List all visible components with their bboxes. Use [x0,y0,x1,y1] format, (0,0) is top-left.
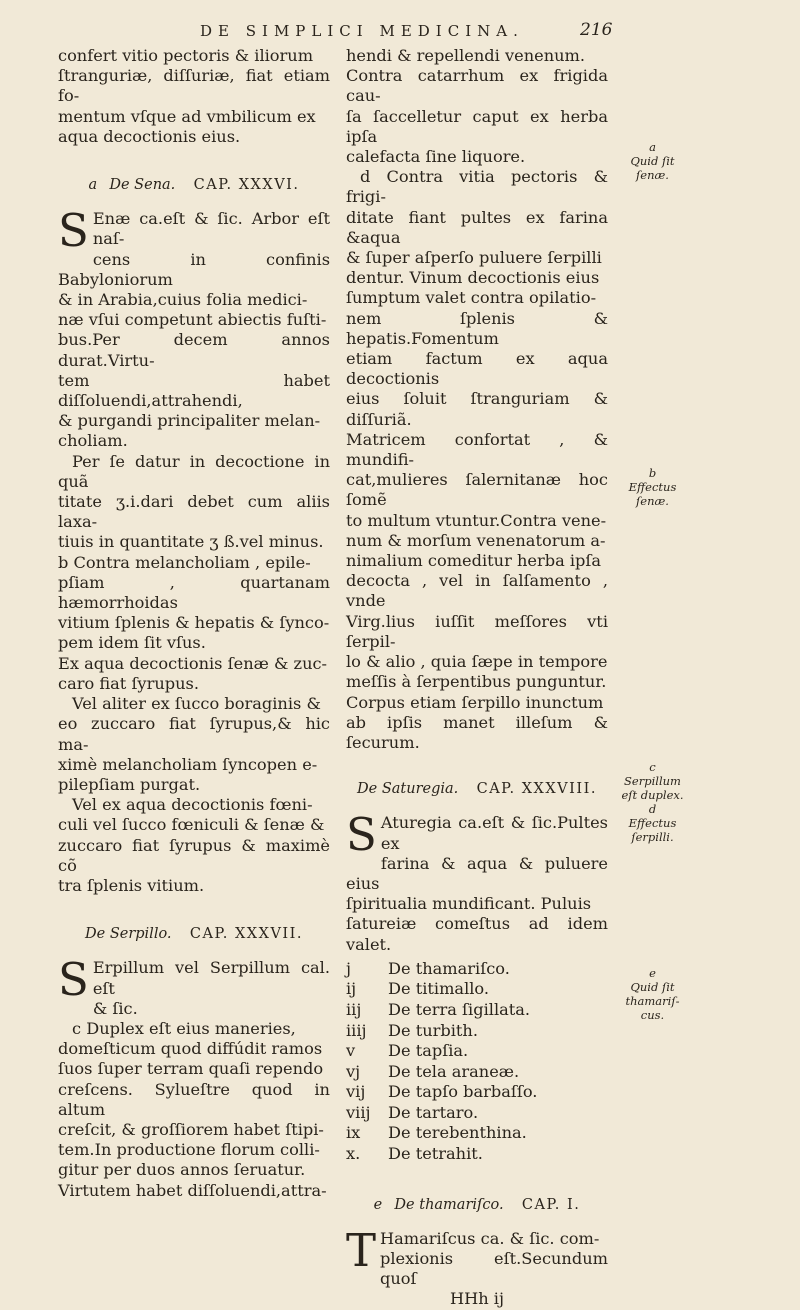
list-item [346,1062,608,1083]
item-number: x. [346,1144,361,1164]
text-line: Matricem confortat , & mundifi- [346,429,608,470]
note-text: Quid ſit [630,154,675,168]
item-number: iij [346,999,362,1019]
sena-foeniculum-paragraph [58,795,330,896]
serpillum-d-paragraph [346,167,608,753]
item-text: De thamariſco. [388,958,510,978]
text-line: creſcit, & groſſiorem habet ſtipi- [58,1119,324,1139]
text-line: ſatureiæ comeſtus ad idem valet. [346,914,608,954]
text-line: Enæ ca.eſt & ſic. Arbor eſt naſ- [92,209,330,249]
chapter-title: De thamariſco. [394,1196,504,1213]
text-line: Aturegia ca.eſt & ſic.Pultes ex [380,813,608,853]
chapter-title: De Serpillo. [85,926,172,943]
list-item [346,1123,608,1144]
text-line: ſuos ſuper terram quaſi rependo [58,1059,324,1079]
text-line: vitium ſplenis & hepatis & ſynco- [58,613,330,633]
text-line: & purgandi principaliter melan- [58,411,321,431]
item-text: De tetrahit. [388,1144,483,1164]
chapter-number: CAP. XXXVI. [193,177,300,194]
list-item [346,979,608,1000]
text-line: decocta , vel in ſalſamento , vnde [346,571,608,611]
text-line: Contra catarrhum ex frigida cau- [346,66,608,106]
text-line: aqua decoctionis eius. [58,126,241,146]
text-line: & ſic. [92,998,138,1018]
list-item [346,1000,608,1021]
item-number: vij [346,1082,366,1102]
text-line: choliam. [58,431,128,451]
item-number: j [346,958,352,978]
list-item [346,1144,608,1165]
item-text: De tela araneæ. [388,1061,520,1081]
text-line: c Duplex eſt eius maneries, [72,1018,296,1038]
text-line: tem habet diſſoluendi,attrahendi, [58,370,330,411]
text-line: pem idem ſit vſus. [58,633,206,653]
chapter-list [346,959,608,1165]
list-item [346,1082,608,1103]
sena-dose-paragraph [58,452,330,553]
text-line: ſumptum valet contra opilatio- [346,288,597,308]
chapter-title: De Sena. [109,177,176,194]
thamariscus-paragraph [346,1223,608,1290]
text-line: Hamariſcus ca. & ſic. com- [380,1228,600,1248]
margin-note-a [615,140,690,182]
text-line: tra ſplenis vitium. [58,875,205,895]
text-line: gitur per duos annos ſeruatur. [58,1160,306,1180]
item-number: vj [346,1061,361,1081]
text-line: hendi & repellendi venenum. [346,46,586,65]
list-item [346,1041,608,1062]
text-line: farina & aqua & puluere eius [346,853,608,893]
note-letter: c [649,760,656,774]
item-number: viij [346,1102,371,1122]
note-text: cus. [640,1008,665,1022]
item-text: De terra ſigillata. [388,999,531,1019]
text-line: etiam factum ex aqua decoctionis [346,349,608,389]
note-text: Effectus [628,816,677,830]
drop-cap: T [346,1223,377,1277]
list-item [346,1103,608,1124]
item-text: De tartaro. [388,1102,479,1122]
text-line: titate ʒ.i.dari debet cum aliis laxa- [58,492,330,532]
right-column [346,46,608,1310]
serpillum-c-paragraph [58,1019,330,1201]
text-line: ditate fiant pultes ex farina &aqua [346,207,608,247]
text-line: eius ſoluit ſtranguriam & diſſuriã. [346,389,608,429]
chapter-number: CAP. XXXVII. [189,926,303,943]
text-line: Ex aqua decoctionis ſenæ & zuc- [58,653,328,673]
text-line: d Contra vitia pectoris & frigi- [346,167,608,207]
text-line: zuccaro fiat ſyrupus & maximè cõ [58,835,330,875]
text-line: mentum vſque ad vmbilicum ex [58,106,316,126]
item-number: ix [346,1123,361,1143]
chapter-number: CAP. I. [521,1196,581,1213]
text-line: culi vel ſucco fœniculi & ſenæ & [58,815,325,835]
note-letter: a [88,177,98,194]
text-line: eo zuccaro fiat ſyrupus,& hic ma- [58,714,330,754]
opening-paragraph [58,46,330,147]
signature-mark: HHh ij [449,1289,504,1309]
text-line: Per ſe datur in decoctione in quã [58,451,330,491]
item-text: De turbith. [388,1020,478,1040]
text-line: tiuis in quantitate ʒ ß.vel minus. [58,532,324,552]
text-line: & in Arabia,cuius folia medici- [58,290,308,310]
chapter-title: De Saturegia. [357,781,459,798]
item-text: De tapſia. [388,1041,469,1061]
chapter-number: CAP. XXXVIII. [476,781,597,798]
text-line: ſpiritualia mundificant. Puluis [346,894,592,914]
text-line: lo & alio , quia ſæpe in tempore [346,652,608,672]
note-letter: a [649,140,656,154]
item-text: De terebenthina. [388,1123,527,1143]
chapter-heading [346,1195,608,1215]
text-line: & ſuper aſperſo puluere ſerpilli [346,248,602,268]
item-text: De tapſo barbaſſo. [388,1082,538,1102]
folio-number: 216 [580,20,613,40]
note-letter: e [649,966,656,980]
text-line: Vel aliter ex ſucco boraginis & [72,694,321,714]
note-text: ſenæ. [636,168,669,182]
text-line: Virtutem habet diſſoluendi,attra- [58,1180,327,1200]
note-text: Quid ſit [630,980,675,994]
note-text: thamariſ- [625,994,680,1008]
saturegia-paragraph [346,808,608,954]
text-line: confert vitio pectoris & iliorum [58,46,314,65]
text-line: dentur. Vinum decoctionis eius [346,268,600,288]
text-line: ſa ſaccelletur caput ex herba ipſa [346,106,608,146]
text-line: cens in confinis Babyloniorum [58,249,330,289]
note-text: ſenæ. [636,494,669,508]
text-line: Vel ex aqua decoctionis fœni- [72,795,313,815]
sena-syrup-paragraph [58,654,330,694]
text-line: cat,mulieres ſalernitanæ hoc ſomẽ [346,470,608,510]
note-text: Serpillum [624,774,681,788]
note-text: eſt duplex. [621,788,684,802]
text-line: Erpillum vel Serpillum cal. eſt [92,958,330,998]
note-letter: b [648,466,657,480]
sena-b-paragraph [58,553,330,654]
text-line: creſcens. Sylueſtre quod in altum [58,1079,330,1119]
serpillum-cont-paragraph [346,46,608,167]
text-line: to multum vtuntur.Contra vene- [346,510,607,530]
text-line: num & morſum venenatorum a- [346,530,606,550]
text-line: ſtranguriæ, diſſuriæ, fiat etiam fo- [58,66,330,106]
text-line: nimalium comeditur herba ipſa [346,551,602,571]
sena-paragraph [58,204,330,451]
text-line: caro fiat ſyrupus. [58,673,199,693]
note-letter: d [648,802,657,816]
sena-borago-paragraph [58,694,330,795]
list-item [346,1021,608,1042]
serpillum-paragraph [58,953,330,1019]
item-text: De titimallo. [388,979,490,999]
chapter-heading [58,924,330,944]
text-line: calefacta ſine liquore. [346,147,526,167]
text-line: pilepſiam purgat. [58,774,201,794]
note-text: ſerpilli. [631,830,674,844]
note-text: Effectus [628,480,677,494]
item-number: ij [346,979,357,999]
drop-cap: S [346,808,377,862]
text-line: plexionis eſt.Secundum quoſ [380,1249,608,1289]
text-line: Virg.lius iuſſit meſſores vti ſerpil- [346,611,608,651]
text-line: ab ipſis manet illeſum & ſecurum. [346,712,608,752]
text-line: b Contra melancholiam , epile- [58,552,311,572]
text-line: Corpus etiam ſerpillo inunctum [346,692,604,712]
item-number: iiij [346,1020,367,1040]
text-line: næ vſui competunt abiectis fuſti- [58,310,327,330]
text-line: meſſis à ſerpentibus punguntur. [346,672,607,692]
text-line: pſiam , quartanam hæmorrhoidas [58,572,330,613]
text-line: nem ſplenis & hepatis.Fomentum [346,308,608,348]
chapter-heading [58,175,330,195]
drop-cap: S [58,953,89,1007]
text-line: ximè melancholiam ſyncopen e- [58,754,318,774]
left-column [58,46,330,1201]
margin-note-c [615,760,690,844]
text-line: bus.Per decem annos durat.Virtu- [58,330,330,370]
note-letter: e [373,1196,383,1213]
drop-cap: S [58,204,89,258]
text-line: domeſticum quod diffúdit ramos [58,1039,323,1059]
chapter-heading [346,779,608,799]
margin-note-b [615,466,690,508]
margin-note-e [615,966,690,1022]
list-item [346,959,608,980]
running-head: DE SIMPLICI MEDICINA. [200,22,524,40]
item-number: v [346,1041,356,1061]
text-line: tem.In productione florum colli- [58,1140,320,1160]
